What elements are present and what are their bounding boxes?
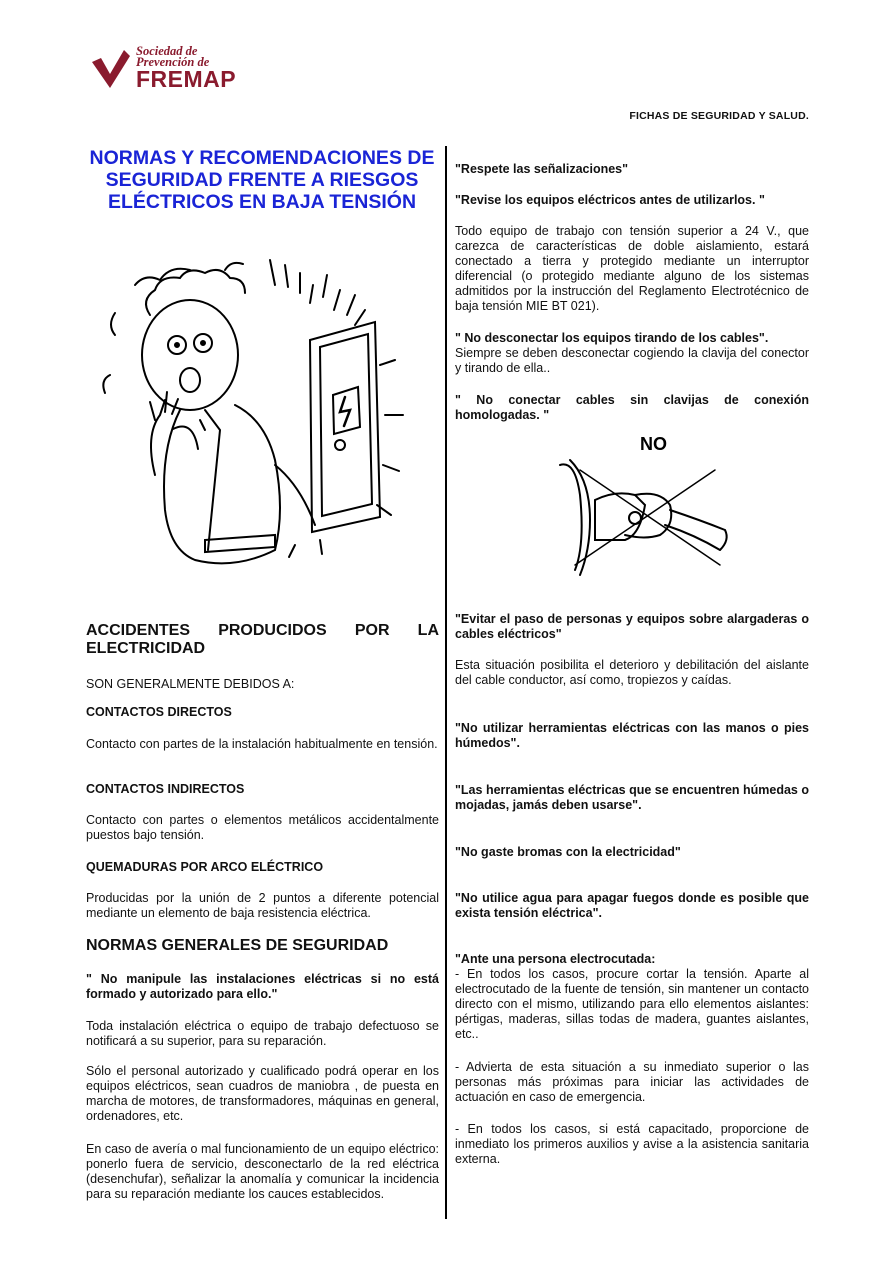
logo-line-1: Sociedad de <box>136 44 198 58</box>
contactos-directos-text: Contacto con partes de la instalación habitualmente en tensión. <box>86 737 438 751</box>
revise-text: "Revise los equipos eléctricos antes de utilizarlos. " <box>455 193 765 207</box>
primeros-auxilios-text: - En todos los casos, si está capacitado, proporcione de inmediato los primeros auxilios y avise a la asistencia sanitaria externa. <box>455 1122 809 1166</box>
respete-text: "Respete las señalizaciones" <box>455 162 629 176</box>
herramientas-mojadas-text: "Las herramientas eléctricas que se encuentren húmedas o mojadas, jamás deben usarse". <box>455 783 809 812</box>
no-desconectar-heading: " No desconectar los equipos tirando de los cables". <box>455 331 769 345</box>
column-divider <box>445 146 447 1219</box>
contactos-indirectos-heading: CONTACTOS INDIRECTOS <box>86 782 245 796</box>
no-label: NO <box>640 434 667 454</box>
equipo-trabajo-text: Todo equipo de trabajo con tensión superior a 24 V., que carezca de características de doble aislamiento, estará conectado a tierra y protegido mediante un interruptor diferencial (o protegido mediante alguno de los sistemas admitidos por la instrucción del Reglamento Electrotécnico de baja tensión MIE BT 021). <box>455 224 809 313</box>
no-manipule-text: " No manipule las instalaciones eléctricas si no está formado y autorizado para ello." <box>86 972 439 1001</box>
electrocutada-text: - En todos los casos, procure cortar la tensión. Aparte al electrocutado de la fuente de tensión, sin mantener un contacto directo con el mismo, utilizando para ello elementos aislantes: pértigas, maderas, sillas todas de madera, guantes aislantes, etc.. <box>455 967 809 1041</box>
electrocutada-heading: "Ante una persona electrocutada: <box>455 952 656 966</box>
electrocuted-person-illustration <box>95 245 435 585</box>
quemaduras-text: Producidas por la unión de 2 puntos a diferente potencial mediante un elemento de baja resistencia eléctrica. <box>86 891 439 920</box>
defectuoso-text: Toda instalación eléctrica o equipo de trabajo defectuoso se notificará a su superior, para su reparación. <box>86 1019 439 1048</box>
fremap-logo <box>88 44 248 94</box>
header-doc-type: FICHAS DE SEGURIDAD Y SALUD. <box>629 110 809 122</box>
deterioro-text: Esta situación posibilita el deterioro y debilitación del aislante del cable conductor, así como, tropiezos y caídas. <box>455 658 809 687</box>
advierta-text: - Advierta de esta situación a su inmediato superior o las personas más próximas para iniciar las actividades de actuación en caso de emergencia. <box>455 1060 809 1104</box>
contactos-indirectos-text: Contacto con partes o elementos metálicos accidentalmente puestos bajo tensión. <box>86 813 439 842</box>
manos-humedas-text: "No utilizar herramientas eléctricas con las manos o pies húmedos". <box>455 721 809 750</box>
evitar-paso-text: "Evitar el paso de personas y equipos sobre alargaderas o cables eléctricos" <box>455 612 809 641</box>
page-title: NORMAS Y RECOMENDACIONES DE SEGURIDAD FRENTE A RIESGOS ELÉCTRICOS EN BAJA TENSIÓN <box>89 147 435 213</box>
logo-line-3: FREMAP <box>136 66 237 92</box>
normas-heading: NORMAS GENERALES DE SEGURIDAD <box>86 937 389 954</box>
no-conectar-text: " No conectar cables sin clavijas de conexión homologadas. " <box>455 393 809 422</box>
no-desconectar-text: Siempre se deben desconectar cogiendo la clavija del conector y tirando de ella.. <box>455 346 809 375</box>
averia-text: En caso de avería o mal funcionamiento de un equipo eléctrico: ponerlo fuera de servicio, desconectarlo de la red eléctrica (desenchufar), señalizar la anomalía y comunicar la incidencia para su reparación mediante los cauces establecidos. <box>86 1142 439 1201</box>
quemaduras-heading: QUEMADURAS POR ARCO ELÉCTRICO <box>86 860 324 874</box>
personal-autorizado-text: Sólo el personal autorizado y cualificado podrá operar en los equipos eléctricos, sean cuadros de maniobra , de puesta en marcha de motores, de transformadores, máquinas en general, ordenadores, etc. <box>86 1064 439 1123</box>
no-agua-text: "No utilice agua para apagar fuegos donde es posible que exista tensión eléctrica". <box>455 891 809 920</box>
debidos-text: SON GENERALMENTE DEBIDOS A: <box>86 677 295 691</box>
no-bromas-text: "No gaste bromas con la electricidad" <box>455 845 681 859</box>
contactos-directos-heading: CONTACTOS DIRECTOS <box>86 705 232 719</box>
accidentes-heading: ACCIDENTES PRODUCIDOS POR LA ELECTRICIDAD <box>86 622 439 657</box>
logo-chevron-icon <box>88 48 132 92</box>
plug-socket-illustration <box>555 430 735 580</box>
logo-line-2: Prevención de <box>136 55 210 69</box>
